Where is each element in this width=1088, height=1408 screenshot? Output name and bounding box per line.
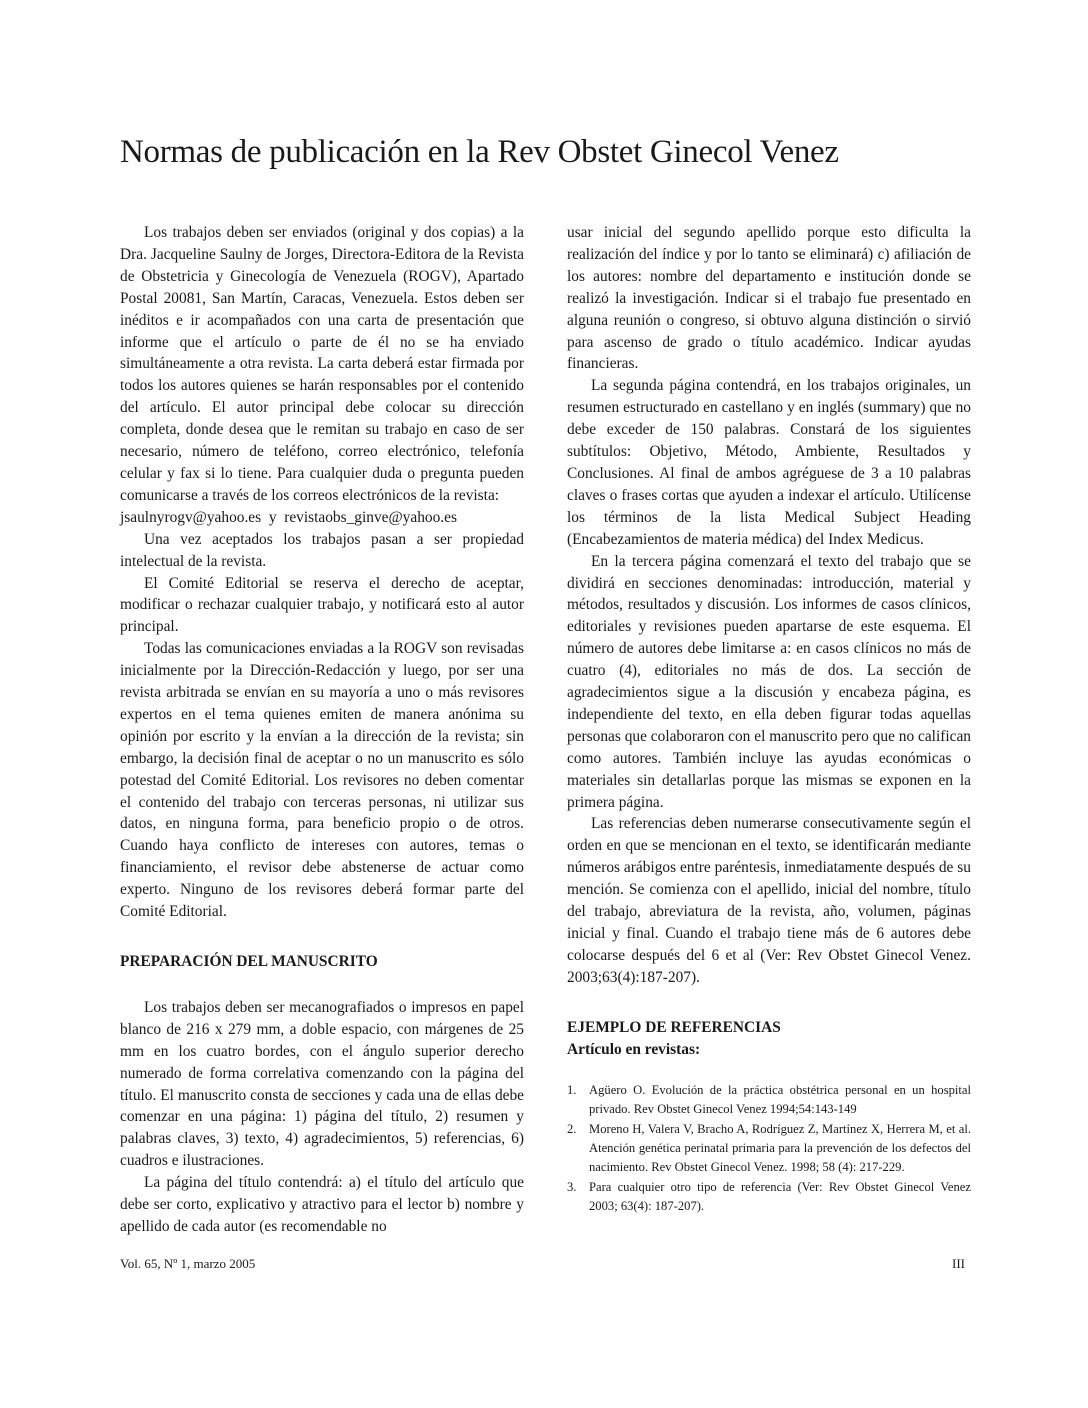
- reference-number: 1.: [567, 1082, 577, 1097]
- paragraph: Todas las comunicaciones enviadas a la ROGV son revisadas inicialmente por la Dirección-Redacción y luego, por ser una revista arbitrada se envían en su mayoría a uno o más revisores expertos en el tema quienes emiten de manera anónima su opinión por escrito y la envían a la dirección de la revista; sin embargo, la decisión final de aceptar o no un manuscrito es sólo potestad del Comité Editorial. Los revisores no deben comentar el contenido del trabajo con terceras personas, ni utilizar sus datos, en ninguna forma, para beneficio propio o de otros. Cuando haya conflicto de intereses con autores, temas o financiamiento, el revisor debe abstenerse de actuar como experto. Ninguno de los revisores deberá formar parte del Comité Editorial.: [120, 640, 524, 921]
- paragraph: Los trabajos deben ser enviados (original y dos copias) a la Dra. Jacqueline Saulny de Jorges, Directora-Editora de la Revista de Obstetricia y Ginecología de Venezuela (ROGV), Apartado Postal 20081, San Martín, Caracas, Venezuela. Estos deben ser inéditos e ir acompañados con una carta de presentación que informe que el artículo o parte de él no se ha enviado simultáneamente a otra revista. La carta deberá estar firmada por todos los autores quienes se harán responsables por el contenido del artículo. El autor principal debe colocar su dirección completa, donde desea que le remitan su trabajo en caso de ser necesario, número de teléfono, correo electrónico, telefonía celular y fax si lo tiene. Para cualquier duda o pregunta pueden comunicarse a través de los correos electrónicos de la revista:: [120, 224, 524, 504]
- paragraph: En la tercera página comenzará el texto del trabajo que se dividirá en secciones denominadas: introducción, material y métodos, resultados y discusión. Los informes de casos clínicos, editoriales y revisiones pueden apartarse de este esquema. El número de autores debe limitarse a: en casos clínicos no más de cuatro (4), editoriales no más de dos. La sección de agradecimientos sigue a la discusión y encabeza página, es independiente del texto, en ella deben figurar todas aquellas personas que colaboraron con el manuscrito pero que no califican como autores. También incluye las ayudas económicas o materiales sin detallarlas porque las mismas se exponen en la primera página.: [567, 552, 971, 811]
- page-title: Normas de publicación en la Rev Obstet Ginecol Venez: [120, 134, 839, 170]
- reference-list: [567, 1081, 971, 1216]
- left-column: [120, 222, 524, 1238]
- references-subheading: Artículo en revistas:: [567, 1040, 701, 1058]
- paragraph: La página del título contendrá: a) el título del artículo que debe ser corto, explicativo y atractivo para el lector b) nombre y apellido de cada autor (es recomendable no: [120, 1174, 524, 1235]
- right-column: [567, 222, 971, 1217]
- paragraph: Los trabajos deben ser mecanografiados o impresos en papel blanco de 216 x 279 mm, a doble espacio, con márgenes de 25 mm en los cuatro bordes, con el ángulo superior derecho numerado de forma correlativa comenzando con la página del título. El manuscrito consta de secciones y cada una de ellas debe comenzar en una página: 1) página del título, 2) resumen y palabras claves, 3) texto, 4) agradecimientos, 5) referencias, 6) cuadros e ilustraciones.: [120, 998, 524, 1170]
- paragraph: El Comité Editorial se reserva el derecho de aceptar, modificar o rechazar cualquier trabajo, y notificará esto al autor principal.: [120, 574, 524, 636]
- section-heading: PREPARACIÓN DEL MANUSCRITO: [120, 953, 378, 970]
- paragraph: Las referencias deben numerarse consecutivamente según el orden en que se mencionan en el texto, se identificarán mediante números arábigos entre paréntesis, inmediatamente después de su mención. Se comienza con el apellido, inicial del nombre, título del trabajo, abreviatura de la revista, año, volumen, páginas inicial y final. Cuando el trabajo tiene más de 6 autores debe colocarse después del 6 et al (Ver: Rev Obstet Ginecol Venez. 2003;63(4):187-207).: [567, 815, 971, 986]
- reference-item: [567, 1120, 971, 1177]
- reference-item: [567, 1081, 971, 1119]
- reference-text: Agüero O. Evolución de la práctica obstétrica personal en un hospital privado. Rev Obstet Ginecol Venez 1994;54:143-149: [589, 1082, 971, 1116]
- references-heading: EJEMPLO DE REFERENCIAS: [567, 1018, 781, 1036]
- reference-number: 2.: [567, 1121, 577, 1136]
- footer-page-number: III: [952, 1256, 965, 1271]
- paragraph: usar inicial del segundo apellido porque esto dificulta la realización del índice y por lo tanto se eliminará) c) afiliación de los autores: nombre del departamento e institución donde se realizó la investigación. Indicar si el trabajo fue presentado en alguna reunión o congreso, si obtuvo alguna distinción o sirvió para ascenso de grado o título académico. Indicar ayudas financieras.: [567, 224, 971, 373]
- reference-text: Para cualquier otro tipo de referencia (Ver: Rev Obstet Ginecol Venez 2003; 63(4): 187-207).: [589, 1179, 971, 1213]
- reference-text: Moreno H, Valera V, Bracho A, Rodríguez Z, Martínez X, Herrera M, et al. Atención genética perinatal primaria para la prevención de los defectos del nacimiento. Rev Obstet Ginecol Venez. 1998; 58 (4): 217-229.: [589, 1121, 971, 1174]
- reference-number: 3.: [567, 1179, 577, 1194]
- paragraph: La segunda página contendrá, en los trabajos originales, un resumen estructurado en castellano y en inglés (summary) que no debe exceder de 150 palabras. Constará de los siguientes subtítulos: Objetivo, Método, Ambiente, Resultados y Conclusiones. Al final de ambos agréguese de 3 a 10 palabras claves o frases cortas que ayuden a indexar el artículo. Utilícense los términos de la lista Medical Subject Heading (Encabezamientos de materia médica) del Index Medicus.: [567, 377, 971, 548]
- footer-issue: Vol. 65, Nº 1, marzo 2005: [120, 1256, 256, 1271]
- email-addresses: jsaulnyrogv@yahoo.es y revistaobs_ginve@yahoo.es: [120, 508, 457, 526]
- reference-item: [567, 1178, 971, 1216]
- paragraph: Una vez aceptados los trabajos pasan a ser propiedad intelectual de la revista.: [120, 530, 524, 570]
